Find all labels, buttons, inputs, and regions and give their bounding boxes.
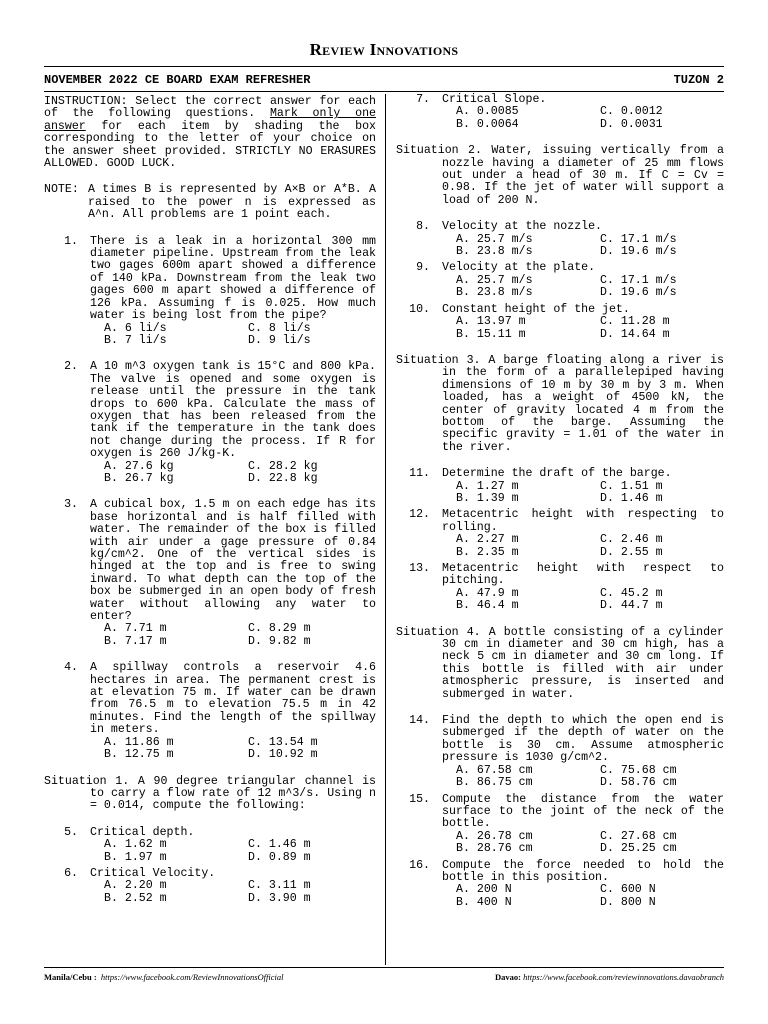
question-item [396, 860, 724, 910]
answer-choice[interactable]: C. 75.68 cm [600, 763, 677, 777]
answer-choice[interactable]: B. 23.8 m/s [456, 286, 533, 300]
question-number: 7. [416, 93, 430, 106]
answer-choice[interactable]: B. 0.0064 [456, 117, 519, 131]
answer-choice[interactable]: C. 13.54 m [248, 735, 318, 749]
footer-left [44, 972, 283, 982]
question-body [442, 509, 724, 559]
answer-choice[interactable]: A. 7.71 m [104, 622, 167, 636]
answer-choices [442, 588, 724, 613]
situation-1: Situation 1. A 90 degree triangular channel is to carry a flow rate of 12 m^3/s. Using n = 0.014, compute the following: [44, 774, 376, 813]
answer-choice[interactable]: B. 28.76 cm [456, 842, 533, 856]
answer-choices [90, 880, 376, 905]
answer-choices [442, 765, 724, 790]
exam-set: TUZON 2 [673, 73, 724, 87]
note-block [44, 184, 376, 221]
header-rule-top [44, 66, 724, 67]
answer-choice[interactable]: D. 14.64 m [600, 327, 670, 341]
answer-choices [442, 234, 724, 259]
answer-choice[interactable]: A. 0.0085 [456, 105, 519, 119]
question-body [90, 827, 376, 864]
question-number: 8. [416, 220, 430, 234]
question-body [442, 468, 724, 505]
answer-choice[interactable]: B. 12.75 m [104, 748, 174, 762]
question-item [44, 499, 376, 648]
answer-choice[interactable]: C. 27.68 cm [600, 829, 677, 843]
question-stem: Find the depth to which the open end is submerged if the depth of water on the bottle is 30 cm. Assume atmospheric pressure is 1030 g/cm^2. [442, 714, 724, 765]
question-number: 15. [409, 792, 430, 806]
answer-choice[interactable]: D. 800 N [600, 895, 656, 909]
question-item [396, 468, 724, 505]
footer-right [495, 972, 724, 982]
answer-choice[interactable]: B. 7.17 m [104, 634, 167, 648]
answer-choices [442, 481, 724, 506]
question-number: 1. [64, 234, 78, 248]
answer-choice[interactable]: A. 1.62 m [104, 838, 167, 852]
exam-title: NOVEMBER 2022 CE BOARD EXAM REFRESHER [44, 73, 311, 87]
instruction-block [44, 96, 376, 170]
question-body [90, 361, 376, 485]
answer-choice[interactable]: C. 17.1 m/s [600, 232, 677, 246]
question-number: 5. [64, 825, 78, 839]
answer-choice[interactable]: B. 1.97 m [104, 850, 167, 864]
answer-choice[interactable]: C. 0.0012 [600, 105, 663, 119]
answer-choice[interactable]: C. 17.1 m/s [600, 273, 677, 287]
question-item [44, 827, 376, 864]
answer-choices [442, 831, 724, 856]
question-item [44, 662, 376, 761]
answer-choices [442, 275, 724, 300]
answer-choice[interactable]: B. 23.8 m/s [456, 245, 533, 259]
answer-choice[interactable]: D. 22.8 kg [248, 471, 318, 485]
answer-choice[interactable]: C. 1.51 m [600, 479, 663, 493]
question-number: 4. [64, 661, 78, 675]
answer-choices [90, 461, 376, 486]
answer-choices [442, 884, 724, 909]
answer-choice[interactable]: A. 27.6 kg [104, 459, 174, 473]
question-item [396, 509, 724, 559]
answer-choices [442, 534, 724, 559]
situation-4: Situation 4. A bottle consisting of a cylinder 30 cm in diameter and 30 cm high, has a neck 5 cm in diameter and 30 cm long. If this bottle is filled with air under atmospheric pressure, is inserted and submerged in water. [396, 625, 724, 701]
answer-choice[interactable]: D. 2.55 m [600, 545, 663, 559]
answer-choice[interactable]: C. 1.46 m [248, 838, 311, 852]
question-body [90, 868, 376, 905]
answer-choice[interactable]: A. 13.97 m [456, 315, 526, 329]
answer-choice[interactable]: D. 44.7 m [600, 599, 663, 613]
answer-choice[interactable]: B. 15.11 m [456, 327, 526, 341]
question-item [396, 262, 724, 299]
question-stem: Metacentric height with respect to pitching. [442, 562, 724, 588]
answer-choice[interactable]: A. 47.9 m [456, 586, 519, 600]
question-number: 6. [64, 866, 78, 880]
question-body [442, 304, 724, 341]
note-label: NOTE: [44, 183, 79, 197]
question-stem: There is a leak in a horizontal 300 mm diameter pipeline. Upstream from the leak two gages 600m apart showed a difference of 140 kPa. Downstream from the leak two gages 600 m apart showed a difference of 126 kPa. Assuming f is 0.025. How much water is being lost from the pipe? [90, 234, 376, 323]
footer-rule [44, 967, 724, 968]
answer-choice[interactable]: D. 9.82 m [248, 634, 311, 648]
question-stem: Critical Velocity. [90, 866, 216, 880]
answer-choice[interactable]: D. 3.90 m [248, 891, 311, 905]
situation-4-questions [396, 715, 724, 909]
right-column [396, 94, 724, 909]
answer-choices [90, 839, 376, 864]
question-item [396, 221, 724, 258]
answer-choice[interactable]: C. 600 N [600, 883, 656, 897]
note-text: A times B is represented by A×B or A*B. A raised to the power n is expressed as A^n. All problems are 1 point each. [88, 183, 376, 222]
footer-left-link[interactable]: https://www.facebook.com/ReviewInnovationsOfficial [100, 972, 284, 982]
situation-3: Situation 3. A barge floating along a river is in the form of a parallelepiped having dimensions of 10 m by 30 m by 3 m. When loaded, has a weight of 4500 kN, the center of gravity located 4 m from the bottom of the barge. Assuming the specific gravity = 1.01 of the water in the river. [396, 353, 724, 454]
answer-choice[interactable]: C. 28.2 kg [248, 459, 318, 473]
question-number: 11. [409, 467, 430, 481]
question-stem: Metacentric height with respecting to rolling. [442, 508, 724, 534]
answer-choice[interactable]: A. 1.27 m [456, 479, 519, 493]
answer-choice[interactable]: D. 0.0031 [600, 117, 663, 131]
situation-1-questions [44, 827, 376, 905]
left-column [44, 96, 376, 905]
answer-choice[interactable]: A. 25.7 m/s [456, 273, 533, 287]
question-item [396, 794, 724, 856]
answer-choice[interactable]: D. 1.46 m [600, 491, 663, 505]
question-number: 10. [409, 302, 430, 316]
answer-choice[interactable]: D. 25.25 cm [600, 842, 677, 856]
question-body [442, 94, 724, 131]
situation-3-questions [396, 468, 724, 612]
question-item [396, 304, 724, 341]
brand-title: Review Innovations [309, 40, 459, 59]
question-stem: Compute the force needed to hold the bottle in this position. [442, 858, 724, 884]
answer-choice[interactable]: C. 11.28 m [600, 315, 670, 329]
situation-2: Situation 2. Water, issuing vertically from a nozzle having a diameter of 25 mm flows out under a head of 30 m. If C = Cv = 0.98. If the jet of water will support a load of 200 N. [396, 144, 724, 207]
question-number: 3. [64, 498, 78, 512]
question-list-left [44, 236, 376, 762]
question-body [442, 563, 724, 613]
question-7 [396, 94, 724, 131]
question-number: 12. [409, 508, 430, 522]
answer-choice[interactable]: B. 1.39 m [456, 491, 519, 505]
instruction-text: INSTRUCTION: Select the correct answer for each of the following questions. [44, 95, 376, 121]
answer-choice[interactable]: B. 400 N [456, 895, 512, 909]
column-divider [385, 94, 386, 965]
question-number: 13. [409, 562, 430, 575]
answer-choice[interactable]: A. 11.86 m [104, 735, 174, 749]
answer-choices [90, 737, 376, 762]
footer-right-link[interactable]: https://www.facebook.com/reviewinnovations.davaobranch [523, 972, 724, 982]
question-body [90, 499, 376, 648]
question-body [442, 860, 724, 910]
question-number: 16. [409, 858, 430, 872]
question-item [396, 715, 724, 789]
answer-choice[interactable]: B. 7 li/s [104, 333, 167, 347]
question-item [44, 361, 376, 485]
answer-choice[interactable]: B. 86.75 cm [456, 776, 533, 790]
answer-choice[interactable]: B. 46.4 m [456, 599, 519, 613]
answer-choice[interactable]: D. 9 li/s [248, 333, 311, 347]
answer-choice[interactable]: A. 67.58 cm [456, 763, 533, 777]
question-item [44, 868, 376, 905]
answer-choices [90, 323, 376, 348]
question-item [44, 236, 376, 348]
answer-choices [442, 316, 724, 341]
question-number: 2. [64, 360, 78, 374]
answer-choice[interactable]: C. 2.46 m [600, 533, 663, 547]
answer-choice[interactable]: B. 2.35 m [456, 545, 519, 559]
instruction-emphasis: Mark only one answer [44, 107, 376, 133]
question-stem: Velocity at the nozzle. [442, 220, 603, 234]
question-stem: A 10 m^3 oxygen tank is 15°C and 800 kPa. The valve is opened and some oxygen is release until the pressure in the tank drops to 600 kPa. Calculate the mass of oxygen that has been released from the tank if the temperature in the tank does not change during the process. If R for oxygen is 260 J/kg-K. [90, 360, 376, 461]
question-stem: A spillway controls a reservoir 4.6 hectares in area. The permanent crest is at elevation 75 m. If water can be drawn from 76.5 m to elevation 75.5 m in 42 minutes. Find the length of the spillway in meters. [90, 661, 376, 737]
question-item [396, 94, 724, 131]
question-body [90, 662, 376, 761]
answer-choices [442, 106, 724, 131]
question-stem: A cubical box, 1.5 m on each edge has its base horizontal and is half filled with water. The remainder of the box is filled with air under a gage pressure of 0.84 kg/cm^2. One of the vertical sides is hinged at the top and is free to swing inward. To what depth can the top of the box be submerged in an open body of fresh water without allowing any water to enter? [90, 498, 376, 624]
answer-choice[interactable]: A. 2.27 m [456, 533, 519, 547]
situation-2-questions [396, 221, 724, 341]
answer-choice[interactable]: D. 10.92 m [248, 748, 318, 762]
answer-choice[interactable]: D. 0.89 m [248, 850, 311, 864]
question-stem: Constant height of the jet. [442, 302, 630, 316]
question-stem: Critical depth. [90, 825, 195, 839]
question-number: 14. [409, 714, 430, 728]
answer-choice[interactable]: A. 26.78 cm [456, 829, 533, 843]
answer-choice[interactable]: B. 26.7 kg [104, 471, 174, 485]
answer-choice[interactable]: C. 3.11 m [248, 879, 311, 893]
question-number: 9. [416, 261, 430, 275]
footer-left-label: Manila/Cebu : [44, 972, 97, 982]
footer-right-label: Davao: [494, 972, 521, 982]
answer-choice[interactable]: D. 19.6 m/s [600, 245, 677, 259]
answer-choice[interactable]: D. 58.76 cm [600, 776, 677, 790]
exam-header [44, 73, 724, 87]
answer-choice[interactable]: C. 8.29 m [248, 622, 311, 636]
answer-choice[interactable]: A. 25.7 m/s [456, 232, 533, 246]
answer-choice[interactable]: B. 2.52 m [104, 891, 167, 905]
question-stem: Velocity at the plate. [442, 261, 596, 275]
answer-choice[interactable]: A. 6 li/s [104, 321, 167, 335]
question-body [442, 262, 724, 299]
question-body [442, 715, 724, 789]
answer-choice[interactable]: C. 45.2 m [600, 586, 663, 600]
instruction-text-2: for each item by shading the box corresponding to the letter of your choice on the answer sheet provided. STRICTLY NO ERASURES ALLOWED. GOOD LUCK. [44, 119, 376, 171]
answer-choice[interactable]: A. 200 N [456, 883, 512, 897]
answer-choice[interactable]: C. 8 li/s [248, 321, 311, 335]
question-body [442, 794, 724, 856]
header-rule-bottom [44, 91, 724, 92]
question-stem: Critical Slope. [442, 93, 547, 106]
question-body [90, 236, 376, 348]
question-stem: Compute the distance from the water surface to the joint of the neck of the bottle. [442, 792, 724, 831]
question-body [442, 221, 724, 258]
question-item [396, 563, 724, 613]
answer-choice[interactable]: D. 19.6 m/s [600, 286, 677, 300]
answer-choices [90, 623, 376, 648]
answer-choice[interactable]: A. 2.20 m [104, 879, 167, 893]
question-stem: Determine the draft of the barge. [442, 467, 672, 481]
